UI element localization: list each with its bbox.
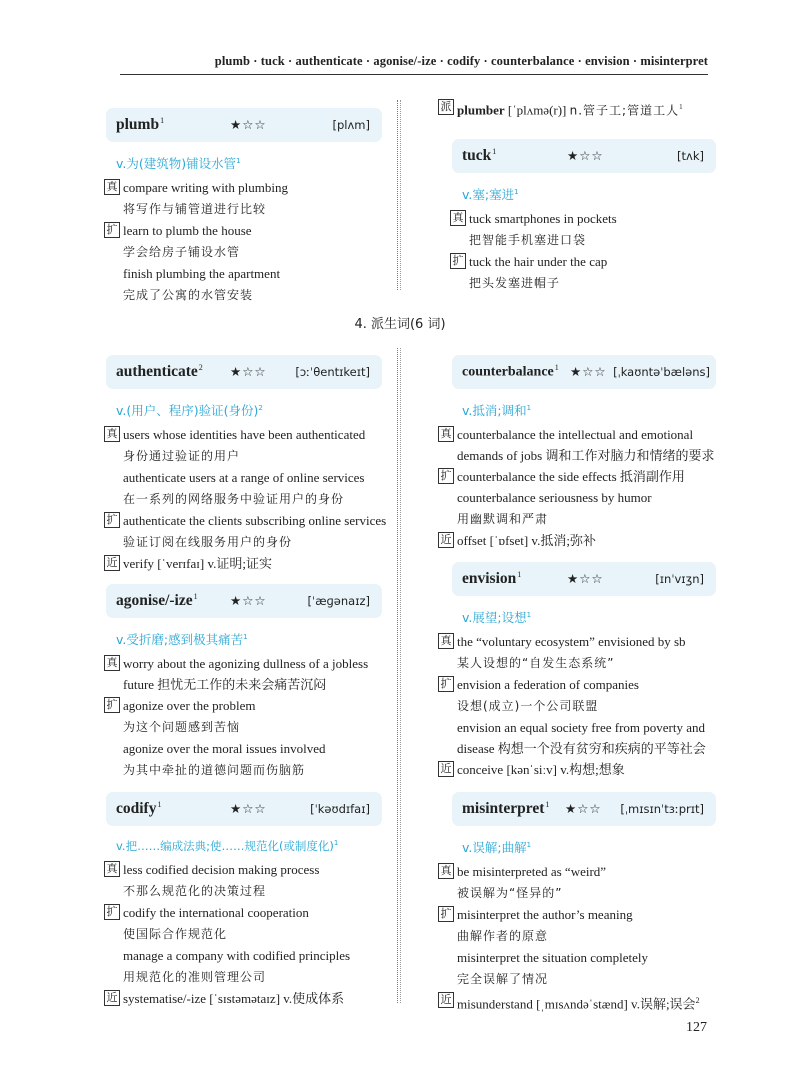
translation-line bbox=[106, 759, 382, 781]
tag-icon: 近 bbox=[438, 761, 454, 777]
page-number: 127 bbox=[686, 1020, 707, 1035]
example-line bbox=[440, 487, 716, 508]
entry-misinterpret bbox=[440, 792, 716, 1014]
line-text: finish plumbing the apartment bbox=[123, 266, 281, 281]
translation-line bbox=[440, 925, 716, 947]
section-title: 4. 派生词(6 词) bbox=[354, 317, 446, 332]
tag-icon: 近 bbox=[104, 555, 120, 571]
line-text: 不那么规范化的决策过程 bbox=[123, 884, 267, 898]
entry-header bbox=[452, 562, 716, 596]
headword: tuck$^1$ bbox=[462, 146, 497, 165]
line-text: codify the international cooperation bbox=[123, 905, 309, 920]
example-line bbox=[106, 220, 382, 241]
example-line bbox=[106, 553, 382, 574]
headword: envision$^1$ bbox=[462, 569, 522, 588]
translation-line bbox=[106, 716, 382, 738]
line-text: misunderstand [ˌmɪsʌndəˈstænd] v.误解;误会 bbox=[457, 996, 696, 1012]
tag-icon: 真 bbox=[438, 426, 454, 442]
headword: plumber bbox=[457, 102, 505, 118]
entry-header bbox=[106, 792, 382, 826]
tag-icon: 扩 bbox=[104, 904, 120, 920]
line-text: worry about the agonizing dullness of a jobless bbox=[123, 656, 369, 671]
definition: v.把……编成法典;使……规范化(或制度化)$^1$ bbox=[116, 839, 339, 853]
line-text: counterbalance the intellectual and emotional bbox=[457, 427, 694, 442]
line-text: demands of jobs 调和工作对脑力和情绪的要求 bbox=[457, 448, 715, 463]
entry-plumb bbox=[106, 108, 382, 306]
translation-line bbox=[106, 880, 382, 902]
example-line bbox=[106, 988, 382, 1009]
example-line bbox=[440, 530, 716, 551]
phonetic: [ˈkəʊdɪfaɪ] bbox=[310, 802, 370, 816]
line-text: offset [ˈɒfset] v.抵消;弥补 bbox=[457, 533, 596, 548]
line-text: 把头发塞进帽子 bbox=[469, 276, 561, 290]
example-line bbox=[106, 945, 382, 966]
tag-icon: 扩 bbox=[104, 697, 120, 713]
line-text: 将写作与铺管道进行比较 bbox=[123, 202, 267, 216]
tag-icon: 真 bbox=[104, 861, 120, 877]
line-text: envision an equal society free from poverty and bbox=[457, 720, 705, 735]
line-text: be misinterpreted as “weird” bbox=[457, 864, 607, 879]
example-line bbox=[452, 251, 716, 272]
line-text: compare writing with plumbing bbox=[123, 180, 289, 195]
line-text: tuck the hair under the cap bbox=[469, 254, 608, 269]
phonetic: [ˈæɡənaɪz] bbox=[307, 594, 370, 608]
example-line bbox=[106, 653, 382, 674]
example-line bbox=[440, 674, 716, 695]
line-text: 设想(成立)一个公司联盟 bbox=[457, 699, 599, 713]
tag-icon: 扩 bbox=[104, 512, 120, 528]
translation-line bbox=[452, 229, 716, 251]
line-text: agonize over the problem bbox=[123, 698, 256, 713]
entry-header bbox=[106, 108, 382, 142]
headword: counterbalance$^1$ bbox=[462, 363, 559, 380]
entry-authenticate bbox=[106, 355, 387, 574]
entry-header bbox=[452, 139, 716, 173]
tag-icon: 派 bbox=[438, 99, 454, 115]
definition: v.误解;曲解$^1$ bbox=[462, 840, 532, 855]
entry-header bbox=[452, 792, 716, 826]
line-text: authenticate the clients subscribing online services bbox=[123, 513, 387, 528]
translation-line bbox=[440, 652, 716, 674]
tag-icon: 近 bbox=[438, 532, 454, 548]
line-text: 在一系列的网络服务中验证用户的身份 bbox=[123, 492, 345, 506]
line-text: envision a federation of companies bbox=[457, 677, 639, 692]
line-text: counterbalance the side effects 抵消副作用 bbox=[457, 469, 685, 484]
example-line bbox=[106, 859, 382, 880]
example-line bbox=[106, 510, 387, 531]
example-line bbox=[440, 466, 716, 487]
line-text: 完成了公寓的水管安装 bbox=[123, 288, 254, 302]
line-text: 验证订阅在线服务用户的身份 bbox=[123, 535, 293, 549]
translation-line bbox=[452, 272, 716, 294]
line-text: misinterpret the author’s meaning bbox=[457, 907, 633, 922]
example-line bbox=[440, 759, 716, 780]
line-text: 为其中牵扯的道德问题而伤脑筋 bbox=[123, 763, 306, 777]
entry-codify bbox=[106, 792, 382, 1009]
line-text: 用规范化的准则管理公司 bbox=[123, 970, 267, 984]
headword: authenticate$^2$ bbox=[116, 362, 203, 381]
line-text: learn to plumb the house bbox=[123, 223, 252, 238]
frequency-stars: ★☆☆ bbox=[230, 118, 267, 132]
phonetic: [ɪnˈvɪʒn] bbox=[655, 572, 704, 586]
definition: v.抵消;调和$^1$ bbox=[462, 403, 532, 418]
line-text: 学会给房子铺设水管 bbox=[123, 245, 241, 259]
entry-tuck bbox=[452, 139, 716, 294]
line-text: less codified decision making process bbox=[123, 862, 320, 877]
entry-header bbox=[452, 355, 716, 389]
tag-icon: 真 bbox=[104, 179, 120, 195]
derived-plumber: 派 plumber [ˈplʌmə(r)] n.管子工;管道工人$^1$ bbox=[440, 97, 720, 121]
example-line bbox=[440, 738, 716, 759]
tag-icon: 扩 bbox=[104, 222, 120, 238]
example-line bbox=[106, 467, 382, 488]
example-line bbox=[106, 177, 382, 198]
column-divider bbox=[397, 348, 408, 1003]
entry-envision bbox=[440, 562, 716, 780]
tag-icon: 近 bbox=[438, 992, 454, 1008]
tag-icon: 真 bbox=[450, 210, 466, 226]
translation-line bbox=[440, 695, 716, 717]
line-text: 某人设想的“自发生态系统” bbox=[457, 656, 615, 670]
definition: v.受折磨;感到极其痛苦$^1$ bbox=[116, 632, 248, 647]
translation-line bbox=[106, 966, 382, 988]
line-text: users whose identities have been authenticated bbox=[123, 427, 366, 442]
line-text: the “voluntary ecosystem” envisioned by sb bbox=[457, 634, 686, 649]
line-text: misinterpret the situation completely bbox=[457, 950, 648, 965]
tag-icon: 扩 bbox=[438, 906, 454, 922]
phonetic: [tʌk] bbox=[677, 149, 704, 163]
example-line bbox=[106, 695, 382, 716]
frequency-stars: ★☆☆ bbox=[230, 802, 267, 816]
example-line bbox=[106, 674, 382, 695]
frequency-stars: ★☆☆ bbox=[230, 594, 267, 608]
line-text: disease 构想一个没有贫穷和疾病的平等社会 bbox=[457, 741, 706, 756]
translation-line bbox=[106, 923, 382, 945]
translation-line bbox=[106, 241, 382, 263]
phonetic: [ˈplʌmə(r)] bbox=[507, 102, 567, 118]
definition: v.塞;塞进$^1$ bbox=[462, 187, 519, 202]
line-text: tuck smartphones in pockets bbox=[469, 211, 617, 226]
frequency-stars: ★☆☆ bbox=[565, 802, 602, 816]
line-text: 完全误解了情况 bbox=[457, 972, 549, 986]
definition: v.(用户、程序)验证(身份)$^2$ bbox=[116, 403, 263, 418]
phonetic: [plʌm] bbox=[332, 118, 370, 132]
line-superscript: 2 bbox=[695, 996, 700, 1005]
tag-icon: 真 bbox=[438, 633, 454, 649]
example-line bbox=[452, 208, 716, 229]
frequency-stars: ★☆☆ bbox=[230, 365, 267, 379]
tag-icon: 近 bbox=[104, 990, 120, 1006]
headword: agonise/-ize$^1$ bbox=[116, 591, 198, 610]
tag-icon: 扩 bbox=[450, 253, 466, 269]
line-text: 使国际合作规范化 bbox=[123, 927, 228, 941]
example-line bbox=[440, 947, 716, 968]
line-text: 用幽默调和严肃 bbox=[457, 512, 549, 526]
line-text: verify [ˈverɪfaɪ] v.证明;证实 bbox=[123, 556, 272, 571]
example-line bbox=[440, 717, 716, 738]
headword: plumb$^1$ bbox=[116, 115, 165, 134]
example-line bbox=[106, 263, 382, 284]
translation-line bbox=[106, 531, 382, 553]
line-text: authenticate users at a range of online services bbox=[123, 470, 365, 485]
line-text: counterbalance seriousness by humor bbox=[457, 490, 652, 505]
line-text: 身份通过验证的用户 bbox=[123, 449, 241, 463]
line-text: agonize over the moral issues involved bbox=[123, 741, 326, 756]
running-header: plumb · tuck · authenticate · agonise/-ize · codify · counterbalance · envision · misinterpret bbox=[120, 50, 708, 75]
line-text: 曲解作者的原意 bbox=[457, 929, 549, 943]
example-line bbox=[440, 861, 716, 882]
line-text: systematise/-ize [ˈsɪstəmətaɪz] v.使成体系 bbox=[123, 991, 345, 1006]
line-text: 为这个问题感到苦恼 bbox=[123, 720, 241, 734]
line-text: manage a company with codified principles bbox=[123, 948, 351, 963]
definition: v.展望;设想$^1$ bbox=[462, 610, 532, 625]
headword: misinterpret$^1$ bbox=[462, 799, 550, 818]
line-text: 被误解为“怪异的” bbox=[457, 886, 563, 900]
definition: n.管子工;管道工人 bbox=[569, 103, 680, 118]
phonetic: [ɔːˈθentɪkeɪt] bbox=[295, 365, 370, 379]
column-divider bbox=[397, 100, 408, 290]
line-text: future 担忧无工作的未来会痛苦沉闷 bbox=[123, 677, 327, 692]
example-line bbox=[440, 445, 716, 466]
tag-icon: 真 bbox=[438, 863, 454, 879]
translation-line bbox=[440, 882, 716, 904]
example-line bbox=[106, 424, 382, 445]
line-text: conceive [kənˈsiːv] v.构想;想象 bbox=[457, 762, 625, 777]
example-line bbox=[440, 631, 716, 652]
headword: codify$^1$ bbox=[116, 799, 162, 818]
tag-icon: 扩 bbox=[438, 676, 454, 692]
translation-line bbox=[106, 284, 382, 306]
translation-line bbox=[106, 445, 382, 467]
example-line bbox=[440, 424, 716, 445]
translation-line bbox=[106, 488, 382, 510]
phonetic: [ˌmɪsɪnˈtɜːprɪt] bbox=[620, 802, 704, 816]
example-line bbox=[440, 990, 716, 1014]
entry-header bbox=[106, 355, 382, 389]
translation-line bbox=[440, 508, 716, 530]
example-line bbox=[106, 902, 382, 923]
example-line bbox=[106, 738, 382, 759]
definition: v.为(建筑物)铺设水管$^1$ bbox=[116, 156, 241, 171]
example-line bbox=[440, 904, 716, 925]
phonetic: [ˌkaʊntəˈbæləns] bbox=[613, 365, 710, 379]
tag-icon: 真 bbox=[104, 426, 120, 442]
entry-agonise bbox=[106, 584, 382, 781]
entry-header bbox=[106, 584, 382, 618]
tag-icon: 真 bbox=[104, 655, 120, 671]
line-text: 把智能手机塞进口袋 bbox=[469, 233, 587, 247]
frequency-stars: ★☆☆ bbox=[570, 365, 607, 379]
frequency-stars: ★☆☆ bbox=[567, 572, 604, 586]
tag-icon: 扩 bbox=[438, 468, 454, 484]
translation-line bbox=[106, 198, 382, 220]
translation-line bbox=[440, 968, 716, 990]
frequency-stars: ★☆☆ bbox=[567, 149, 604, 163]
entry-counterbalance bbox=[440, 355, 716, 551]
